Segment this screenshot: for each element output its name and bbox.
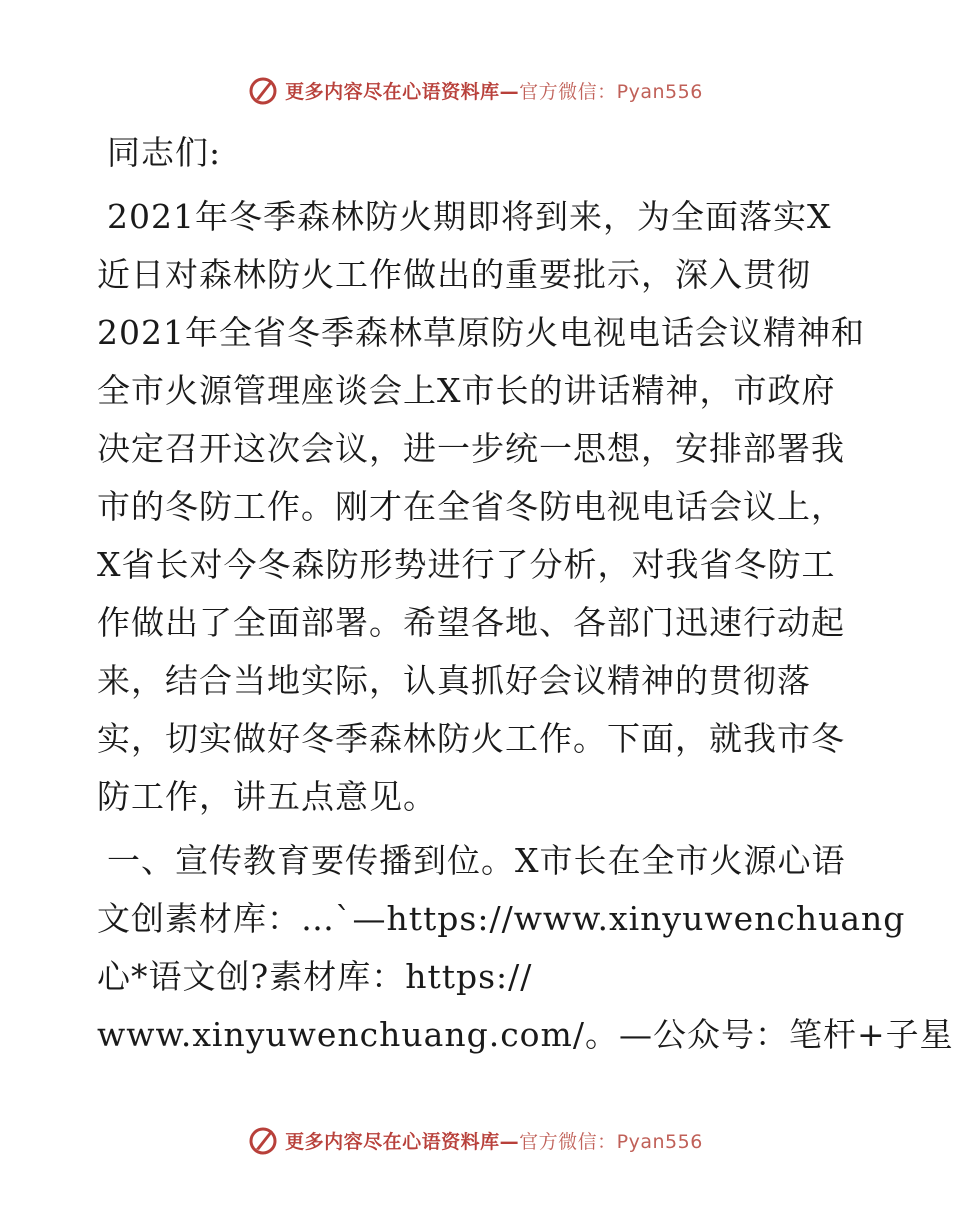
paragraph-line: 2021年冬季森林防火期即将到来，为全面落实X <box>107 197 832 236</box>
paragraph-line: 市的冬防工作。刚才在全省冬防电视电话会议上， <box>97 487 845 526</box>
paragraph-line: 来，结合当地实际，认真抓好会议精神的贯彻落 <box>97 661 811 700</box>
paragraph-line: 决定召开这次会议，进一步统一思想，安排部署我 <box>97 429 845 468</box>
header-banner-text <box>285 77 703 104</box>
paragraph-line: X省长对今冬森防形势进行了分析，对我省冬防工 <box>97 545 836 584</box>
paragraph-line: 2021年全省冬季森林草原防火电视电话会议精神和 <box>97 313 865 352</box>
paragraph-1 <box>97 188 867 826</box>
header-banner <box>0 70 950 110</box>
salutation: 同志们: <box>107 133 222 172</box>
paragraph-2 <box>97 832 954 1064</box>
header-banner-dash: — <box>499 80 520 103</box>
paragraph-line: www.xinyuwenchuang.com/。—公众号：笔杆+子星 <box>97 1015 954 1054</box>
header-banner-wechat: 官方微信：Pyan556 <box>519 80 703 103</box>
paragraph-line: 文创素材库：…`—https://www.xinyuwenchuang <box>97 899 906 938</box>
footer-banner-main: 更多内容尽在心语资料库 <box>285 1130 500 1153</box>
footer-banner-wechat: 官方微信：Pyan556 <box>519 1130 703 1153</box>
paragraph-line: 全市火源管理座谈会上X市长的讲话精神，市政府 <box>97 371 836 410</box>
paragraph-line: 作做出了全面部署。希望各地、各部门迅速行动起 <box>97 603 845 642</box>
header-banner-main: 更多内容尽在心语资料库 <box>285 80 500 103</box>
quill-in-circle-icon <box>247 1124 279 1156</box>
quill-in-circle-icon <box>247 74 279 106</box>
paragraph-line: 防工作，讲五点意见。 <box>97 777 437 816</box>
footer-banner-text <box>285 1127 703 1154</box>
paragraph-line: 一、宣传教育要传播到位。X市长在全市火源心语 <box>107 841 846 880</box>
paragraph-line: 实，切实做好冬季森林防火工作。下面，就我市冬 <box>97 719 845 758</box>
paragraph-line: 心*语文创?素材库：https:// <box>97 957 533 996</box>
document-body <box>97 124 954 1064</box>
paragraph-line: 近日对森林防火工作做出的重要批示，深入贯彻 <box>97 255 811 294</box>
footer-banner-dash: — <box>499 1130 520 1153</box>
footer-banner <box>0 1120 950 1160</box>
